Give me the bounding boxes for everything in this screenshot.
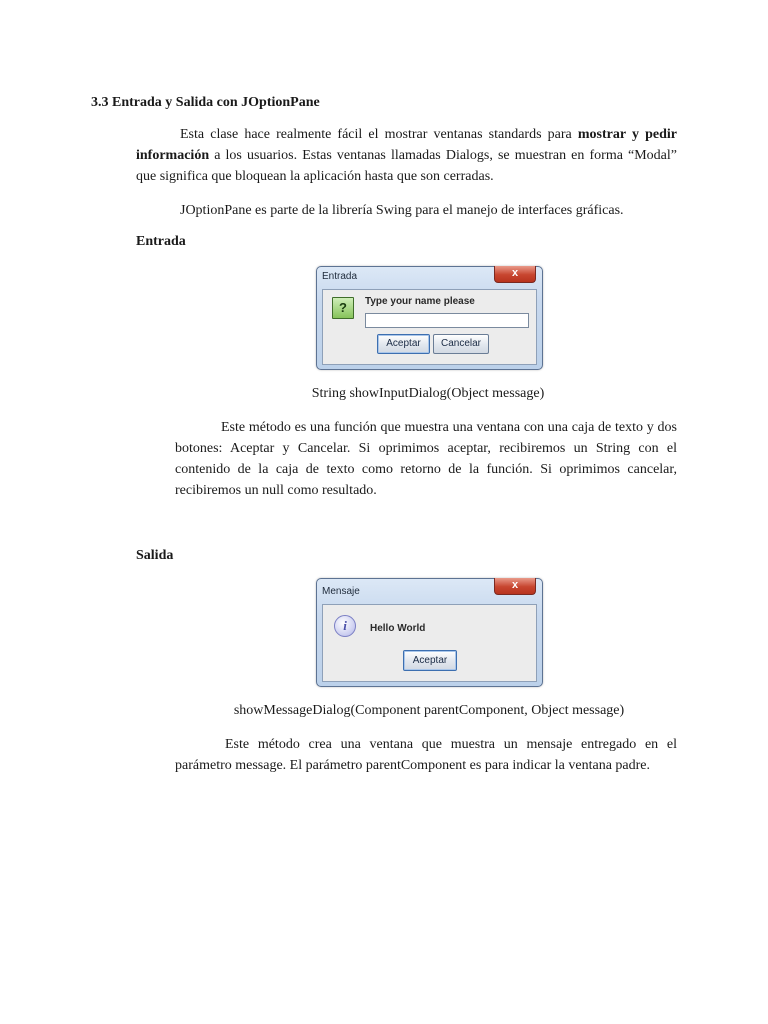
input-dialog — [316, 266, 543, 370]
info-icon: i — [334, 615, 356, 637]
salida-heading: Salida — [136, 548, 174, 563]
message-ok-button[interactable]: Aceptar — [403, 650, 457, 671]
entrada-heading: Entrada — [136, 234, 186, 249]
name-input[interactable] — [365, 313, 529, 328]
message-dialog — [316, 578, 543, 687]
section-heading: 3.3 Entrada y Salida con JOptionPane — [91, 95, 320, 110]
input-dialog-close-button[interactable]: x — [494, 266, 536, 283]
intro-paragraph — [136, 124, 677, 187]
intro-bold-text: mostrar y pedir información — [136, 127, 677, 163]
message-dialog-description-text: Este método crea una ventana que muestra un mensaje entregado en el parámetro message. El parámetro parentComponent es para indicar la ventana padre. — [175, 737, 677, 773]
input-dialog-title: Entrada — [322, 271, 358, 282]
input-dialog-description — [175, 417, 677, 501]
input-cancel-button[interactable]: Cancelar — [433, 334, 489, 354]
input-dialog-content — [322, 289, 537, 365]
message-dialog-content — [322, 604, 537, 682]
message-dialog-close-button[interactable]: x — [494, 578, 536, 595]
question-icon: ? — [332, 297, 354, 319]
input-ok-button[interactable]: Aceptar — [377, 334, 430, 354]
message-dialog-description — [175, 734, 677, 776]
input-prompt-label: Type your name please — [365, 296, 475, 307]
input-dialog-description-text: Este método es una función que muestra una ventana con una caja de texto y dos botones: Aceptar y Cancelar. Si oprimimos aceptar, recibiremos un String con el contenido de la caja de texto como retorno de la función. Si oprimimos cancelar, recibiremos un null como resultado. — [175, 420, 677, 498]
message-dialog-title: Mensaje — [322, 586, 360, 597]
intro-text-2: a los usuarios. Estas ventanas llamadas Dialogs, se muestran en forma “Modal” que significa que bloquean la aplicación hasta que son cerradas. — [136, 148, 677, 184]
intro-text-1: Esta clase hace realmente fácil el mostrar ventanas standards para — [180, 127, 578, 142]
message-dialog-caption: showMessageDialog(Component parentComponent, Object message) — [233, 703, 625, 718]
swing-note: JOptionPane es parte de la librería Swing para el manejo de interfaces gráficas. — [180, 203, 624, 218]
input-dialog-caption: String showInputDialog(Object message) — [311, 386, 545, 401]
message-label: Hello World — [370, 623, 426, 634]
